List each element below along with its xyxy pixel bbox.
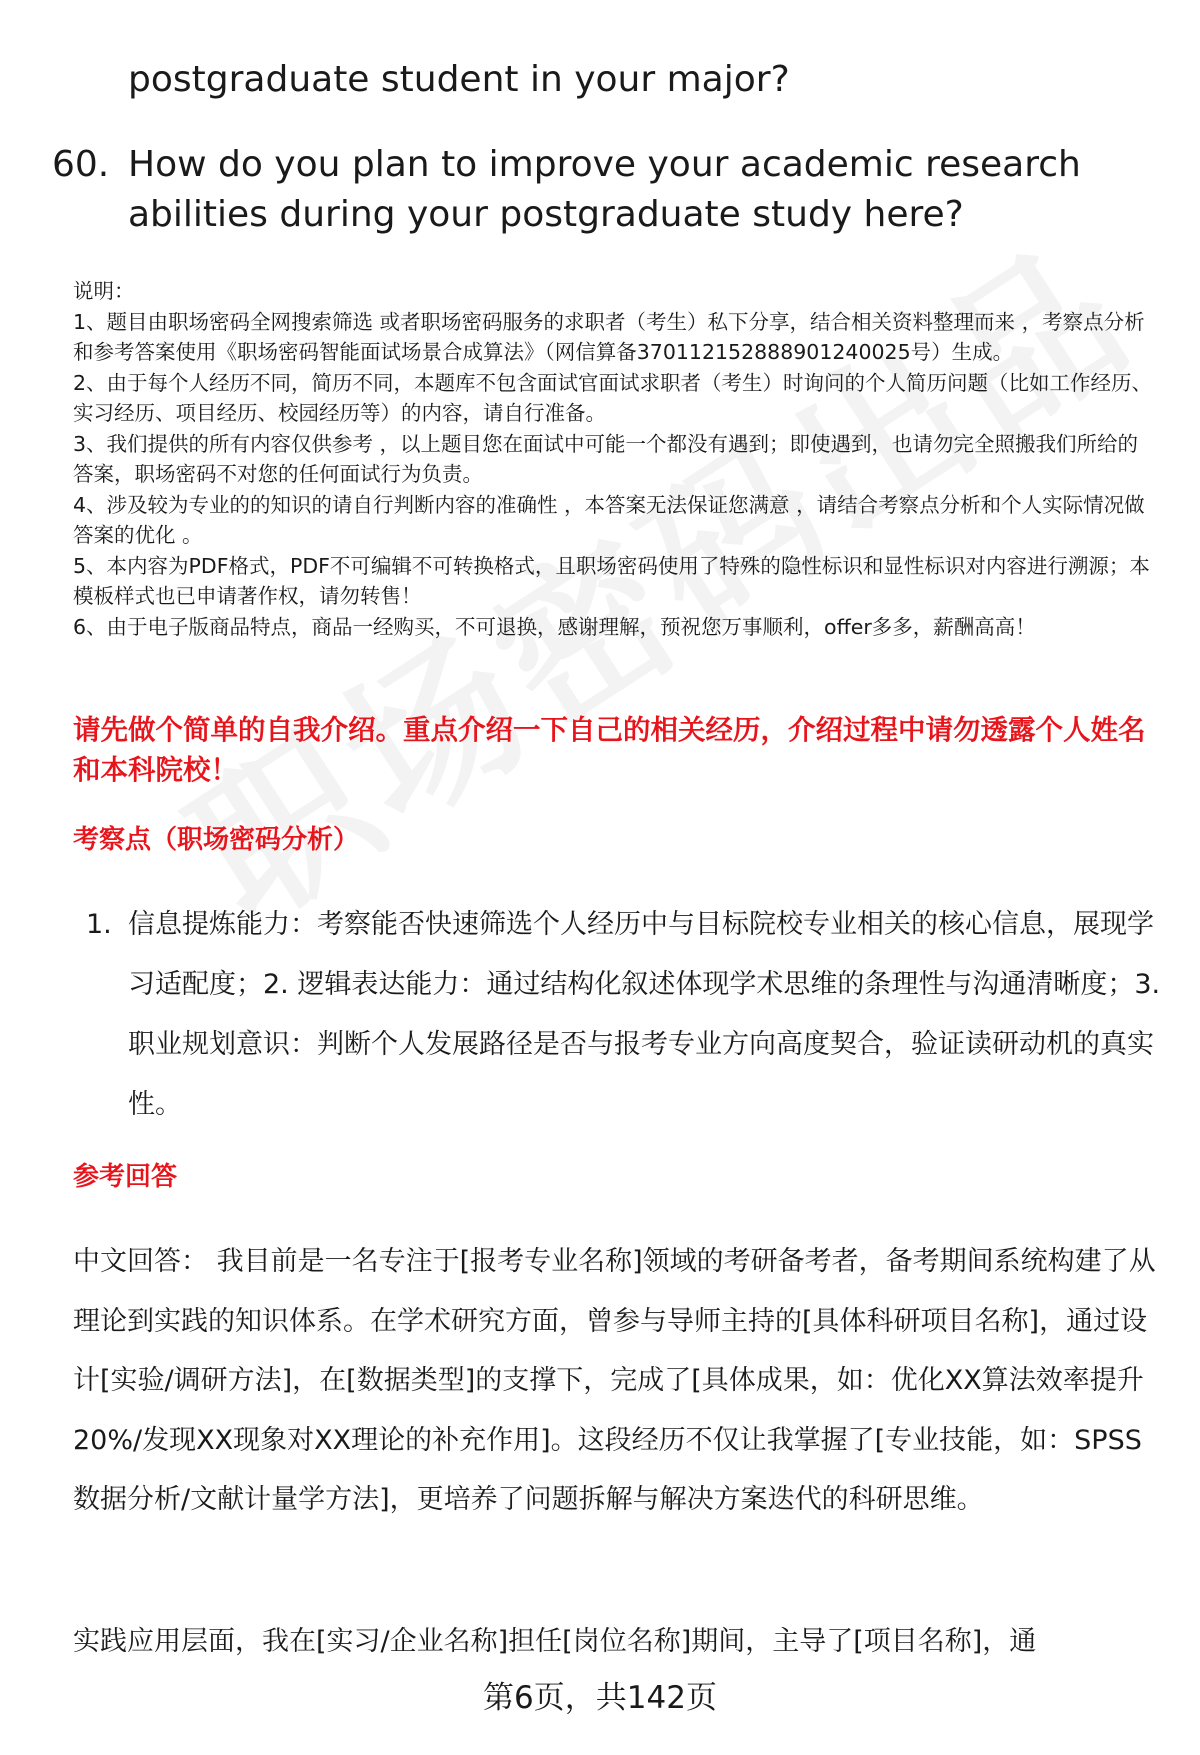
notes-section (73, 276, 1158, 642)
question-continued: postgraduate student in your major? (128, 59, 790, 100)
reference-heading: 参考回答 (73, 1162, 178, 1192)
focus-text: 信息提炼能力：考察能否快速筛选个人经历中与目标院校专业相关的核心信息，展现学习适配度；2. 逻辑表达能力：通过结构化叙述体现学术思维的条理性与沟通清晰度；3. 职业规划意识：判断个人发展路径是否与报考专业方向高度契合，验证读研动机的真实性。 (128, 909, 1161, 1120)
note-item: 4、涉及较为专业的的知识的请自行判断内容的准确性 ，本答案无法保证您满意 ，请结合考察点分析和个人实际情况做答案的优化 。 (73, 492, 1145, 547)
focus-heading: 考察点（职场密码分析） (73, 825, 360, 855)
note-item: 1、题目由职场密码全网搜索筛选 或者职场密码服务的求职者（考生）私下分享，结合相关资料整理而来 ，考察点分析和参考答案使用《职场密码智能面试场景合成算法》（网信算备370112152888901240025号）生成。 (73, 309, 1145, 364)
note-item: 3、我们提供的所有内容仅供参考 ，以上题目您在面试中可能一个都没有遇到；即使遇到，也请勿完全照搬我们所给的答案，职场密码不对您的任何面试行为负责。 (73, 431, 1139, 486)
page-footer: 第6页，共142页 (483, 1680, 717, 1716)
notes-heading: 说明： (73, 279, 135, 303)
question-text: How do you plan to improve your academic research abilities during your postgraduate study here? (128, 144, 1081, 235)
note-item: 6、由于电子版商品特点，商品一经购买，不可退换，感谢理解，预祝您万事顺利，offer多多，薪酬高高！ (73, 614, 1036, 639)
answer-paragraph: 中文回答： 我目前是一名专注于[报考专业名称]领域的考研备考者，备考期间系统构建了从理论到实践的知识体系。在学术研究方面，曾参与导师主持的[具体科研项目名称]，通过设计[实验/调研方法]，在[数据类型]的支撑下，完成了[具体成果，如：优化XX算法效率提升20%/发现XX现象对XX理论的补充作用]。这段经历不仅让我掌握了[专业技能，如：SPSS数据分析/文献计量学方法]，更培养了问题拆解与解决方案迭代的科研思维。 (73, 1246, 1156, 1515)
interview-question: 请先做个简单的自我介绍。重点介绍一下自己的相关经历，介绍过程中请勿透露个人姓名和本科院校！ (73, 714, 1146, 786)
note-item: 2、由于每个人经历不同，简历不同，本题库不包含面试官面试求职者（考生）时询问的个人简历问题（比如工作经历、实习经历、项目经历、校园经历等）的内容，请自行准备。 (73, 370, 1153, 425)
question-number: 60. (52, 144, 110, 185)
focus-number: 1. (86, 909, 112, 940)
question-60 (52, 140, 1142, 240)
focus-list (86, 895, 1166, 1135)
note-item: 5、本内容为PDF格式，PDF不可编辑不可转换格式，且职场密码使用了特殊的隐性标识和显性标识对内容进行溯源；本模板样式也已申请著作权，请勿转售！ (73, 553, 1150, 608)
answer-paragraph: 实践应用层面，我在[实习/企业名称]担任[岗位名称]期间，主导了[项目名称]，通 (73, 1626, 1037, 1657)
